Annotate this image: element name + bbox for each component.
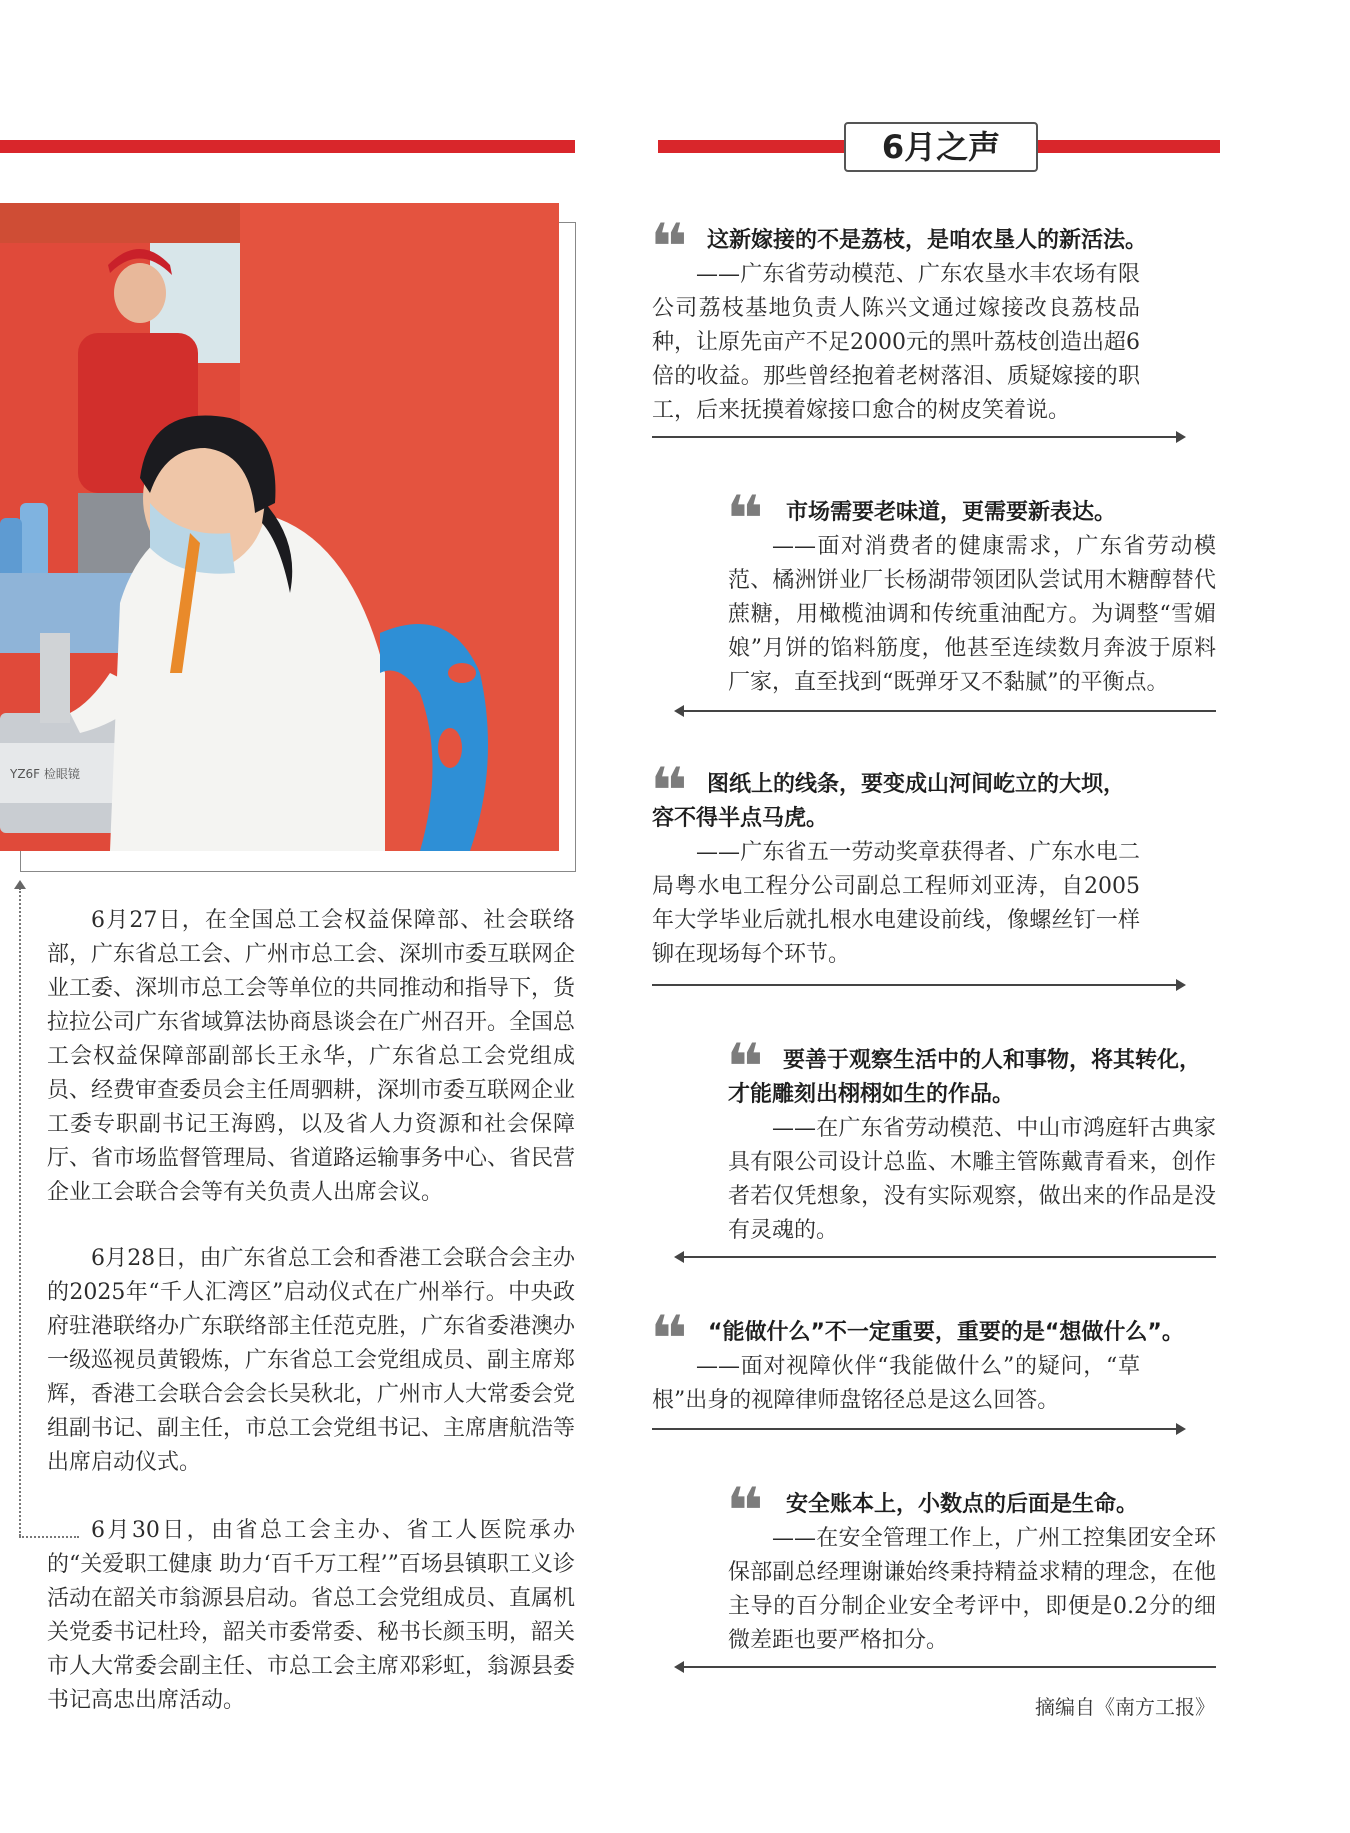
quote-3-arrow	[652, 984, 1184, 986]
arrow-up-icon	[14, 880, 26, 889]
news-paragraph-1: 6月27日，在全国总工会权益保障部、社会联络部，广东省总工会、广州市总工会、深圳市委互联网企业工委、深圳市总工会等单位的共同推动和指导下，货拉拉公司广东省域算法协商恳谈会在广州召开。全国总工会权益保障部副部长王永华，广东省总工会党组成员、经费审查委员会主任周驷耕，深圳市委互联网企业工委专职副书记王海鸥，以及省人力资源和社会保障厅、省市场监督管理局、省道路运输事务中心、省民营企业工会联合会等有关负责人出席会议。	[47, 908, 576, 1205]
quote-5-arrow	[652, 1428, 1184, 1430]
quote-1-body: ——广东省劳动模范、广东农垦水丰农场有限公司荔枝基地负责人陈兴文通过嫁接改良荔枝品种，让原先亩产不足2000元的黑叶荔枝创造出超6倍的收益。那些曾经抱着老树落泪、质疑嫁接的职工，后来抚摸着嫁接口愈合的树皮笑着说。	[652, 262, 1140, 423]
dotted-connector-vertical	[19, 888, 21, 1536]
quote-6-body: ——在安全管理工作上，广州工控集团安全环保部副总经理谢谦始终秉持精益求精的理念，在他主导的百分制企业安全考评中，即便是0.2分的细微差距也要严格扣分。	[728, 1526, 1216, 1653]
quote-1-headline: 这新嫁接的不是荔枝，是咱农垦人的新活法。	[707, 228, 1148, 253]
quote-mark-icon: ❝	[650, 211, 688, 285]
quote-4-body: ——在广东省劳动模范、中山市鸿庭轩古典家具有限公司设计总监、木雕主管陈戴青看来，创作者若仅凭想象，没有实际观察，做出来的作品是没有灵魂的。	[728, 1116, 1216, 1243]
quote-4-arrow	[676, 1256, 1216, 1258]
quote-2-headline: 市场需要老味道，更需要新表达。	[786, 500, 1117, 525]
photo-illustration	[0, 203, 559, 851]
quote-6-headline: 安全账本上，小数点的后面是生命。	[786, 1492, 1139, 1517]
quote-3-headline: 图纸上的线条，要变成山河间屹立的大坝，容不得半点马虎。	[652, 772, 1126, 831]
news-paragraph-2: 6月28日，由广东省总工会和香港工会联合会主办的2025年“千人汇湾区”启动仪式在广州举行。中央政府驻港联络办广东联络部主任范克胜，广东省委港澳办一级巡视员黄锻炼，广东省总工会党组成员、副主席郑辉，香港工会联合会会长吴秋北，广州市人大常委会党组副书记、副主任，市总工会党组书记、主席唐航浩等出席启动仪式。	[47, 1246, 576, 1475]
quote-mark-icon: ❝	[650, 755, 688, 829]
device-label: YZ6F 检眼镜	[10, 767, 80, 781]
quote-mark-icon: ❝	[726, 1031, 764, 1105]
quote-mark-icon: ❝	[726, 483, 764, 557]
quote-2-arrow	[676, 710, 1216, 712]
left-red-bar	[0, 140, 575, 153]
right-red-bar-right	[1032, 140, 1220, 153]
quote-mark-icon: ❝	[726, 1475, 764, 1549]
quote-mark-icon: ❝	[650, 1303, 688, 1377]
event-photo	[0, 203, 559, 851]
quote-6-arrow	[676, 1666, 1216, 1668]
quote-5-body: ——面对视障伙伴“我能做什么”的疑问，“草根”出身的视障律师盘铭径总是这么回答。	[652, 1354, 1140, 1413]
quote-5-headline: “能做什么”不一定重要，重要的是“想做什么”。	[708, 1320, 1184, 1345]
news-paragraph-3: 6月30日，由省总工会主办、省工人医院承办的“关爱职工健康 助力‘百千万工程’”百场县镇职工义诊活动在韶关市翁源县启动。省总工会党组成员、直属机关党委书记杜玲，韶关市委常委、秘书长颜玉明，韶关市人大常委会副主任、市总工会主席邓彩虹，翁源县委书记高忠出席活动。	[47, 1518, 576, 1713]
quote-3-body: ——广东省五一劳动奖章获得者、广东水电二局粤水电工程分公司副总工程师刘亚涛，自2005年大学毕业后就扎根水电建设前线，像螺丝钉一样铆在现场每个环节。	[652, 840, 1140, 967]
right-red-bar-left	[658, 140, 848, 153]
quote-2-body: ——面对消费者的健康需求，广东省劳动模范、橘洲饼业厂长杨湖带领团队尝试用木糖醇替代蔗糖，用橄榄油调和传统重油配方。为调整“雪媚娘”月饼的馅料筋度，他甚至连续数月奔波于原料厂家，直至找到“既弹牙又不黏腻”的平衡点。	[728, 534, 1216, 695]
quote-4-headline: 要善于观察生活中的人和事物，将其转化，才能雕刻出栩栩如生的作品。	[728, 1048, 1202, 1107]
section-title: 6月之声	[844, 122, 1038, 172]
quote-1-arrow	[652, 436, 1184, 438]
source-credit: 摘编自《南方工报》	[1035, 1695, 1215, 1719]
